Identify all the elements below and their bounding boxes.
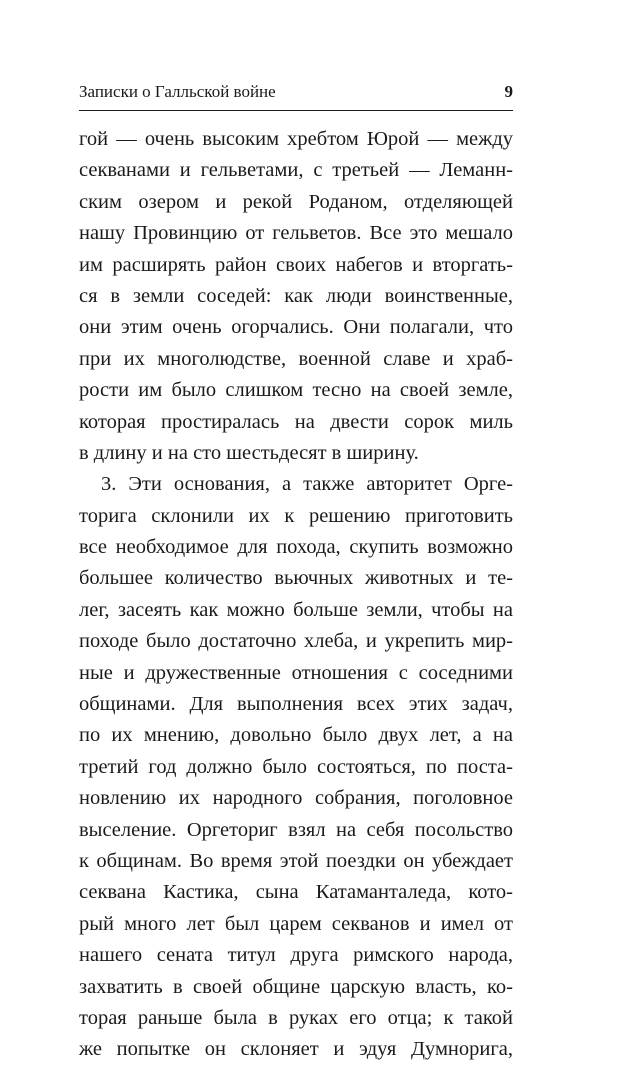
body-text bbox=[79, 124, 513, 1066]
text-line: большее количество вьючных животных и те- bbox=[79, 567, 513, 590]
running-head bbox=[79, 82, 513, 106]
page-number: 9 bbox=[504, 82, 513, 101]
text-line: ским озером и рекой Роданом, отделяющей bbox=[79, 190, 513, 213]
text-line: рый много лет был царем секванов и имел от bbox=[79, 912, 513, 935]
text-line: захватить в своей общине царскую власть, ко- bbox=[79, 975, 513, 998]
text-line: же попытке он склоняет и эдуя Думнорига, bbox=[79, 1038, 513, 1061]
running-head-title: Записки о Галльской войне bbox=[79, 82, 276, 101]
text-line: им расширять район своих набегов и вторгать- bbox=[79, 253, 513, 276]
text-line: общинами. Для выполнения всех этих задач, bbox=[79, 693, 513, 716]
text-line: при их многолюдстве, военной славе и храб- bbox=[79, 347, 513, 370]
text-line: которая простиралась на двести сорок миль bbox=[79, 410, 513, 433]
text-line: секванами и гельветами, с третьей — Леманн- bbox=[79, 159, 513, 182]
paragraph-start-line: 3. Эти основания, а также авторитет Орге- bbox=[101, 473, 513, 496]
text-line: походе было достаточно хлеба, и укрепить мир- bbox=[79, 630, 513, 653]
text-line: ные и дружественные отношения с соседними bbox=[79, 661, 513, 684]
text-line: секвана Кастика, сына Катаманталеда, кото- bbox=[79, 881, 513, 904]
text-line: третий год должно было состояться, по поста- bbox=[79, 755, 513, 778]
text-line: рости им было слишком тесно на своей земле, bbox=[79, 379, 513, 402]
header-rule bbox=[79, 110, 513, 111]
text-line: выселение. Оргеториг взял на себя посольство bbox=[79, 818, 513, 841]
text-line: все необходимое для похода, скупить возможно bbox=[79, 536, 513, 559]
text-line: гой — очень высоким хребтом Юрой — между bbox=[79, 128, 513, 150]
text-line: новлению их народного собрания, поголовное bbox=[79, 787, 513, 810]
text-line: торига склонили их к решению приготовить bbox=[79, 504, 513, 527]
text-line: по их мнению, довольно было двух лет, а на bbox=[79, 724, 513, 747]
text-line: торая раньше была в руках его отца; к такой bbox=[79, 1006, 513, 1029]
text-line: к общинам. Во время этой поездки он убеждает bbox=[79, 849, 513, 872]
text-line: они этим очень огорчались. Они полагали, что bbox=[79, 316, 513, 339]
paragraph-end-line: в длину и на сто шестьдесят в ширину. bbox=[79, 441, 419, 464]
text-line: ся в земли соседей: как люди воинственные, bbox=[79, 284, 513, 307]
text-line: лег, засеять как можно больше земли, чтобы на bbox=[79, 598, 513, 621]
text-line: нашу Провинцию от гельветов. Все это мешало bbox=[79, 222, 513, 245]
text-line: нашего сената титул друга римского народа, bbox=[79, 944, 513, 967]
